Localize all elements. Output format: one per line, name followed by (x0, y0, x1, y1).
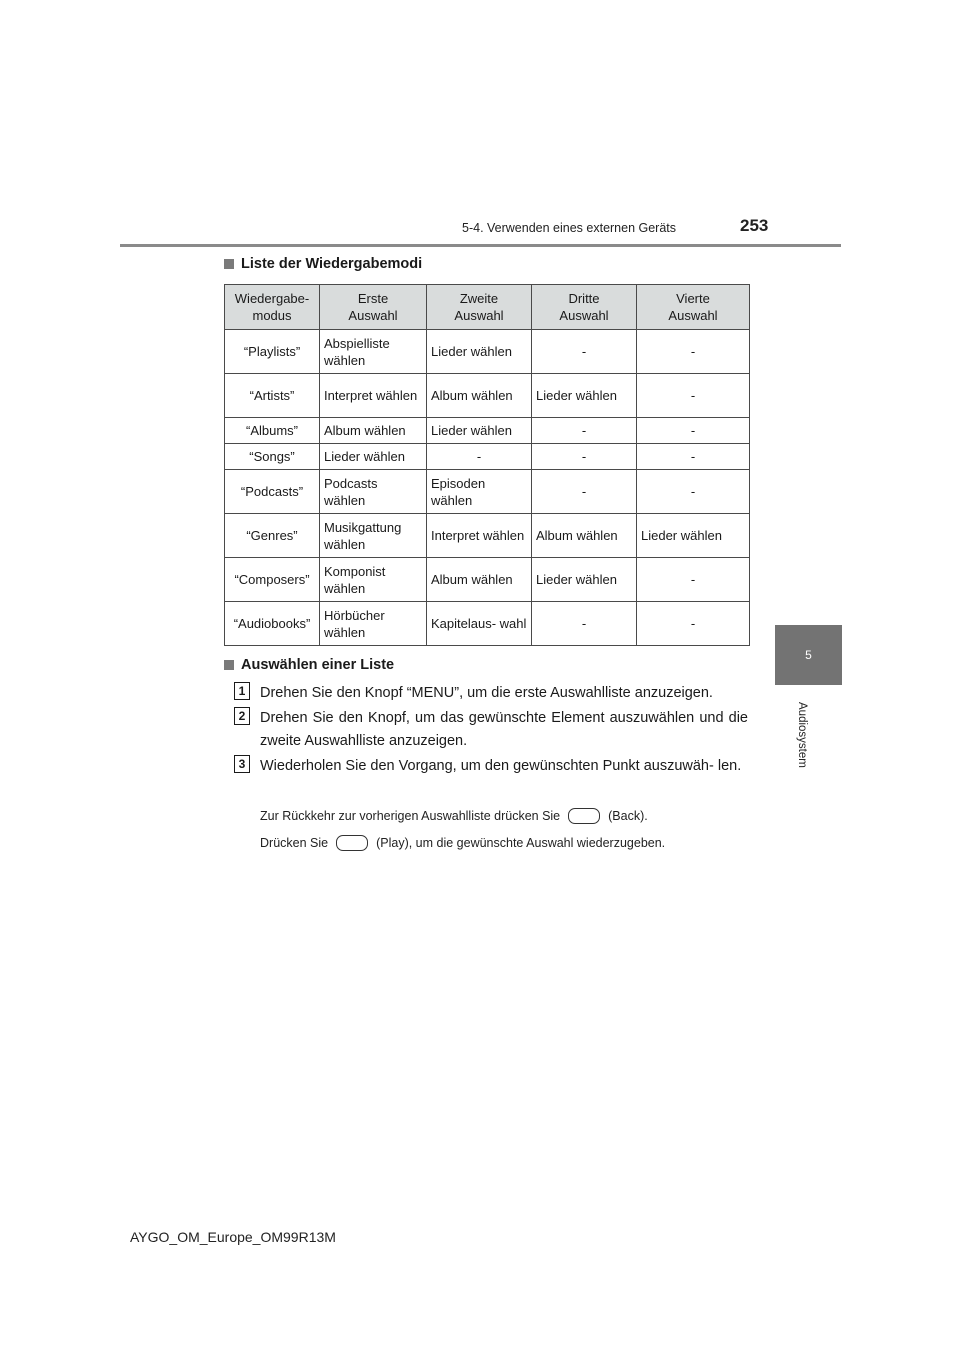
section-heading-modes-text: Liste der Wiedergabemodi (241, 256, 423, 272)
playback-modes-table (224, 284, 750, 646)
table-cell: Lieder wählen (427, 330, 532, 374)
table-row (225, 418, 750, 444)
section-heading-modes (224, 256, 422, 272)
back-button-icon (568, 808, 600, 824)
table-cell: Album wählen (427, 374, 532, 418)
table-row (225, 514, 750, 558)
table-row (225, 470, 750, 514)
table-cell-mode: “Composers” (225, 558, 320, 602)
chapter-tab-label: Audiosystem (796, 702, 808, 768)
table-cell: - (427, 444, 532, 470)
table-cell: - (637, 602, 750, 646)
chapter-tab-number: 5 (805, 648, 812, 662)
note-play-text: Drücken Sie (260, 836, 329, 850)
page-number: 253 (740, 216, 769, 235)
table-cell: Musikgattung wählen (320, 514, 427, 558)
table-header-first: Erste Auswahl (320, 285, 427, 330)
step-text-2: Drehen Sie den Knopf, um das gewünschte Element auszuwählen und die zweite Auswahlliste anzuzeigen. (260, 710, 748, 749)
table-cell: - (532, 330, 637, 374)
table-cell: Kapitelaus- wahl (427, 602, 532, 646)
table-cell: - (532, 602, 637, 646)
table-cell-mode: “Genres” (225, 514, 320, 558)
table-row (225, 602, 750, 646)
table-cell-mode: “Artists” (225, 374, 320, 418)
table-cell: Album wählen (532, 514, 637, 558)
table-cell: Lieder wählen (532, 374, 637, 418)
table-cell: - (637, 444, 750, 470)
table-cell: - (637, 418, 750, 444)
table-header-row (225, 285, 750, 330)
note-back-text: Zur Rückkehr zur vorherigen Auswahlliste drücken Sie (260, 809, 561, 823)
table-cell-mode: “Playlists” (225, 330, 320, 374)
step-1 (236, 682, 748, 705)
table-cell: Lieder wählen (427, 418, 532, 444)
step-text-1: Drehen Sie den Knopf “MENU”, um die erste Auswahlliste anzuzeigen. (260, 685, 713, 701)
table-cell: - (637, 330, 750, 374)
play-button-icon (336, 835, 368, 851)
table-cell: Lieder wählen (532, 558, 637, 602)
table-cell: Lieder wählen (320, 444, 427, 470)
table-cell: Lieder wählen (637, 514, 750, 558)
table-cell: - (637, 374, 750, 418)
table-cell: Interpret wählen (320, 374, 427, 418)
table-cell-mode: “Songs” (225, 444, 320, 470)
table-row (225, 330, 750, 374)
note-back-suffix: (Back). (608, 809, 648, 823)
table-cell-mode: “Audiobooks” (225, 602, 320, 646)
header-divider (120, 244, 841, 247)
footer-doc-id: AYGO_OM_Europe_OM99R13M (130, 1229, 336, 1245)
table-header-fourth: Vierte Auswahl (637, 285, 750, 330)
table-cell: Album wählen (320, 418, 427, 444)
table-row (225, 558, 750, 602)
step-number-2: 2 (234, 707, 250, 725)
table-cell: Podcasts wählen (320, 470, 427, 514)
step-2 (236, 707, 748, 753)
square-bullet-icon (224, 259, 234, 269)
table-cell: Episoden wählen (427, 470, 532, 514)
table-cell: - (532, 444, 637, 470)
table-cell: Komponist wählen (320, 558, 427, 602)
table-cell: - (532, 418, 637, 444)
table-row (225, 374, 750, 418)
table-cell: Interpret wählen (427, 514, 532, 558)
table-cell-mode: “Albums” (225, 418, 320, 444)
chapter-tab (775, 625, 842, 685)
step-number-1: 1 (234, 682, 250, 700)
table-header-mode: Wiedergabe- modus (225, 285, 320, 330)
table-header-third: Dritte Auswahl (532, 285, 637, 330)
note-play (260, 835, 665, 851)
table-cell: - (637, 558, 750, 602)
step-number-3: 3 (234, 755, 250, 773)
step-text-3: Wiederholen Sie den Vorgang, um den gewünschten Punkt auszuwäh- len. (260, 758, 742, 774)
table-cell-mode: “Podcasts” (225, 470, 320, 514)
table-cell: Hörbücher wählen (320, 602, 427, 646)
section-heading-select-list (224, 657, 394, 673)
table-cell: - (532, 470, 637, 514)
table-cell: Album wählen (427, 558, 532, 602)
table-cell: Abspielliste wählen (320, 330, 427, 374)
step-3 (236, 755, 748, 778)
note-play-suffix: (Play), um die gewünschte Auswahl wiederzugeben. (376, 836, 666, 850)
square-bullet-icon (224, 660, 234, 670)
section-heading-select-list-text: Auswählen einer Liste (241, 657, 395, 673)
table-cell: - (637, 470, 750, 514)
table-header-second: Zweite Auswahl (427, 285, 532, 330)
note-back (260, 808, 648, 824)
table-row (225, 444, 750, 470)
page-header-section: 5-4. Verwenden eines externen Geräts (462, 221, 677, 235)
